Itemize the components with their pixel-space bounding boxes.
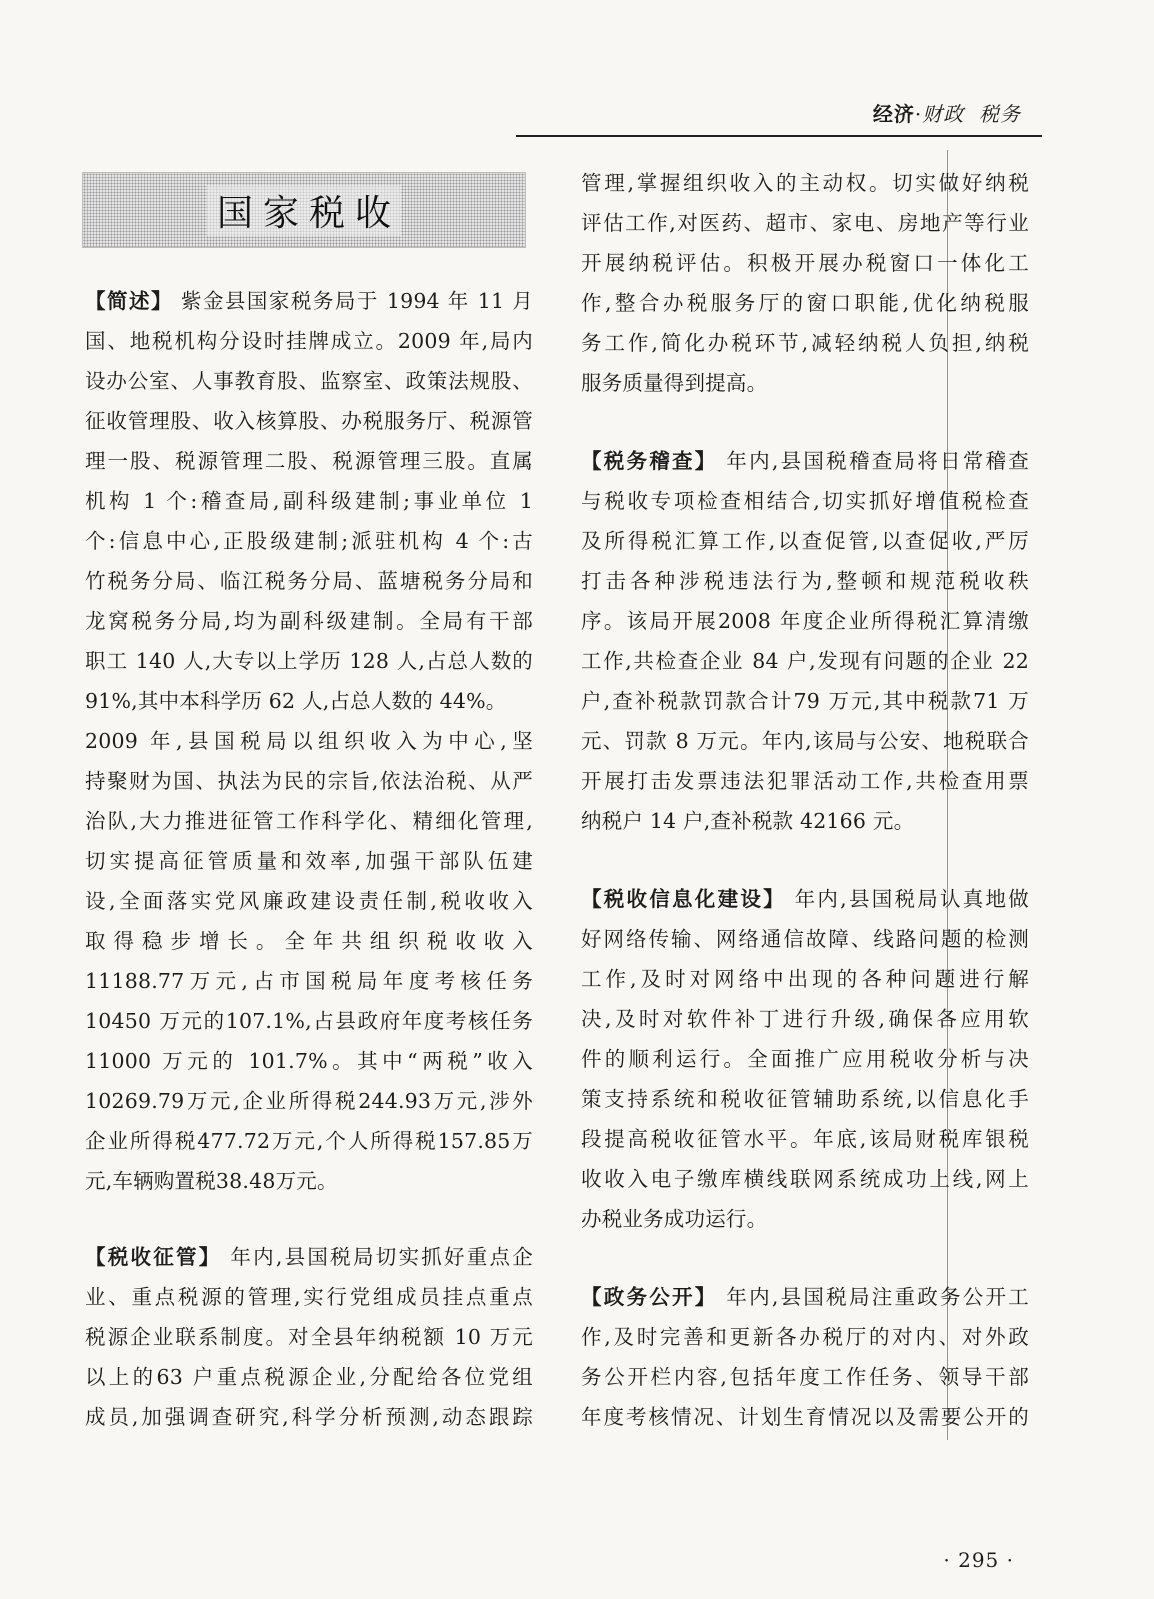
line-text: 序。该局开展2008 年度企业所得税汇算清缴 bbox=[581, 609, 1029, 633]
text-line bbox=[581, 1040, 1029, 1078]
text-line bbox=[85, 1358, 533, 1396]
line-text: 元,车辆购置税38.48万元。 bbox=[85, 1169, 338, 1193]
line-text: 与税收专项检查相结合,切实抓好增值税检查 bbox=[581, 489, 1029, 513]
text-line bbox=[581, 642, 1029, 680]
text-line bbox=[581, 324, 1029, 362]
text-line bbox=[85, 402, 533, 440]
text-line bbox=[581, 762, 1029, 800]
text-line bbox=[581, 522, 1029, 560]
line-text: 机构 1 个:稽查局,副科级建制;事业单位 1 bbox=[85, 489, 533, 513]
text-line bbox=[581, 1200, 1029, 1238]
line-text: 2009 年,县国税局以组织收入为中心,坚 bbox=[85, 729, 533, 753]
line-text: 开展纳税评估。积极开展办税窗口一体化工 bbox=[581, 251, 1029, 275]
header-dot: · bbox=[914, 102, 923, 126]
text-line bbox=[85, 1042, 533, 1080]
line-text: 紫金县国家税务局于 1994 年 11 月 bbox=[172, 289, 533, 313]
line-text: 税源企业联系制度。对全县年纳税额 10 万元 bbox=[85, 1325, 533, 1349]
line-text: 年内,县国税局注重政务公开工 bbox=[717, 1285, 1029, 1309]
line-text: 务工作,简化办税环节,减轻纳税人负担,纳税 bbox=[581, 331, 1029, 355]
line-text: 设,全面落实党风廉政建设责任制,税收收入 bbox=[85, 889, 533, 913]
line-text: 职工 140 人,大专以上学历 128 人,占总人数的 bbox=[85, 649, 533, 673]
line-text: 10269.79万元,企业所得税244.93万元,涉外 bbox=[85, 1089, 533, 1113]
text-line bbox=[85, 882, 533, 920]
paragraph-heading: 【税务稽查】 bbox=[581, 449, 718, 473]
line-text: 竹税务分局、临江税务分局、蓝塘税务分局和 bbox=[85, 569, 533, 593]
text-line bbox=[581, 602, 1029, 640]
text-line bbox=[85, 842, 533, 880]
text-line bbox=[581, 722, 1029, 760]
line-text: 91%,其中本科学历 62 人,占总人数的 44%。 bbox=[85, 689, 507, 713]
text-line bbox=[85, 1162, 533, 1200]
line-text: 国、地税机构分设时挂牌成立。2009 年,局内 bbox=[85, 329, 533, 353]
line-text: 工作,共检查企业 84 户,发现有问题的企业 22 bbox=[581, 649, 1029, 673]
text-line bbox=[85, 442, 533, 480]
line-text: 开展打击发票违法犯罪活动工作,共检查用票 bbox=[581, 769, 1029, 793]
line-text: 件的顺利运行。全面推广应用税收分析与决 bbox=[581, 1047, 1029, 1071]
line-text: 年度考核情况、计划生育情况以及需要公开的 bbox=[581, 1405, 1029, 1429]
text-line bbox=[581, 562, 1029, 600]
running-header bbox=[873, 98, 1021, 127]
text-line bbox=[581, 1080, 1029, 1118]
line-text: 成员,加强调查研究,科学分析预测,动态跟踪 bbox=[85, 1405, 533, 1429]
line-text: 征收管理股、收入核算股、办税服务厅、税源管 bbox=[85, 409, 533, 433]
text-line bbox=[85, 282, 533, 320]
text-line bbox=[581, 1318, 1029, 1356]
page-number: · 295 · bbox=[943, 1548, 1014, 1572]
line-text: 设办公室、人事教育股、监察室、政策法规股、 bbox=[85, 369, 533, 393]
text-line bbox=[85, 1398, 533, 1436]
header-rule bbox=[516, 135, 1042, 137]
text-line bbox=[581, 482, 1029, 520]
line-text: 切实提高征管质量和效率,加强干部队伍建 bbox=[85, 849, 533, 873]
line-text: 元、罚款 8 万元。年内,该局与公安、地税联合 bbox=[581, 729, 1029, 753]
text-line bbox=[85, 762, 533, 800]
text-line bbox=[581, 1398, 1029, 1436]
text-line bbox=[85, 802, 533, 840]
line-text: 段提高税收征管水平。年底,该局财税库银税 bbox=[581, 1127, 1029, 1151]
text-line bbox=[85, 562, 533, 600]
line-text: 管理,掌握组织收入的主动权。切实做好纳税 bbox=[581, 171, 1029, 195]
line-text: 策支持系统和税收征管辅助系统,以信息化手 bbox=[581, 1087, 1029, 1111]
text-line bbox=[85, 722, 533, 760]
text-line bbox=[85, 922, 533, 960]
paragraph-heading: 【税收征管】 bbox=[85, 1245, 222, 1269]
line-text: 打击各种涉税违法行为,整顿和规范税收秩 bbox=[581, 569, 1029, 593]
line-text: 工作,及时对网络中出现的各种问题进行解 bbox=[581, 967, 1029, 991]
text-line bbox=[581, 960, 1029, 998]
text-line bbox=[85, 602, 533, 640]
section-title: 国家税收 bbox=[207, 185, 401, 236]
line-text: 纳税户 14 户,查补税款 42166 元。 bbox=[581, 809, 915, 833]
section-title-box bbox=[82, 172, 526, 248]
text-line bbox=[85, 522, 533, 560]
text-line bbox=[581, 364, 1029, 402]
header-sub2: 税务 bbox=[979, 102, 1021, 126]
paragraph-heading: 【政务公开】 bbox=[581, 1285, 718, 1309]
text-line bbox=[581, 244, 1029, 282]
line-text: 服务质量得到提高。 bbox=[581, 371, 768, 395]
line-text: 治队,大力推进征管工作科学化、精细化管理, bbox=[85, 809, 533, 833]
line-text: 11000 万元的 101.7%。其中“两税”收入 bbox=[85, 1049, 533, 1073]
line-text: 收收入电子缴库横线联网系统成功上线,网上 bbox=[581, 1167, 1029, 1191]
line-text: 办税业务成功运行。 bbox=[581, 1207, 768, 1231]
line-text: 业、重点税源的管理,实行党组成员挂点重点 bbox=[85, 1285, 533, 1309]
line-text: 评估工作,对医药、超市、家电、房地产等行业 bbox=[581, 211, 1029, 235]
paragraph-heading: 【简述】 bbox=[85, 289, 173, 313]
paragraph-heading: 【税收信息化建设】 bbox=[581, 887, 786, 911]
text-line bbox=[581, 204, 1029, 242]
text-line bbox=[85, 1122, 533, 1160]
line-text: 决,及时对软件补丁进行升级,确保各应用软 bbox=[581, 1007, 1029, 1031]
text-line bbox=[581, 1000, 1029, 1038]
text-line bbox=[85, 362, 533, 400]
text-line bbox=[85, 322, 533, 360]
header-section: 经济 bbox=[872, 102, 915, 126]
text-line bbox=[581, 442, 1029, 480]
text-line bbox=[581, 164, 1029, 202]
text-line bbox=[85, 1002, 533, 1040]
line-text: 理一股、税源管理二股、税源管理三股。直属 bbox=[85, 449, 533, 473]
line-text: 11188.77万元,占市国税局年度考核任务 bbox=[85, 969, 533, 993]
text-line bbox=[581, 682, 1029, 720]
text-line bbox=[581, 880, 1029, 918]
line-text: 龙窝税务分局,均为副科级建制。全局有干部 bbox=[85, 609, 533, 633]
text-line bbox=[581, 1120, 1029, 1158]
text-line bbox=[581, 1358, 1029, 1396]
text-line bbox=[581, 920, 1029, 958]
text-line bbox=[85, 682, 533, 720]
line-text: 年内,县国税局切实抓好重点企 bbox=[221, 1245, 533, 1269]
line-text: 10450 万元的107.1%,占县政府年度考核任务 bbox=[85, 1009, 533, 1033]
line-text: 作,及时完善和更新各办税厅的对内、对外政 bbox=[581, 1325, 1029, 1349]
text-line bbox=[85, 1082, 533, 1120]
text-line bbox=[85, 962, 533, 1000]
line-text: 务公开栏内容,包括年度工作任务、领导干部 bbox=[581, 1365, 1029, 1389]
header-sub1: 财政 bbox=[922, 102, 965, 126]
line-text: 个:信息中心,正股级建制;派驻机构 4 个:古 bbox=[85, 529, 533, 553]
text-line bbox=[581, 284, 1029, 322]
line-text: 户,查补税款罚款合计79 万元,其中税款71 万 bbox=[581, 689, 1029, 713]
text-line bbox=[85, 1318, 533, 1356]
text-line bbox=[85, 1278, 533, 1316]
line-text: 好网络传输、网络通信故障、线路问题的检测 bbox=[581, 927, 1029, 951]
text-line bbox=[581, 802, 1029, 840]
text-line bbox=[85, 642, 533, 680]
text-line bbox=[85, 482, 533, 520]
line-text: 持聚财为国、执法为民的宗旨,依法治税、从严 bbox=[85, 769, 533, 793]
text-line bbox=[85, 1238, 533, 1276]
text-line bbox=[581, 1160, 1029, 1198]
text-line bbox=[581, 1278, 1029, 1316]
line-text: 以上的63 户重点税源企业,分配给各位党组 bbox=[85, 1365, 533, 1389]
line-text: 年内,县国税稽查局将日常稽查 bbox=[717, 449, 1029, 473]
line-text: 取得稳步增长。全年共组织税收收入 bbox=[85, 929, 533, 953]
line-text: 企业所得税477.72万元,个人所得税157.85万 bbox=[85, 1129, 533, 1153]
line-text: 及所得税汇算工作,以查促管,以查促收,严厉 bbox=[581, 529, 1029, 553]
line-text: 年内,县国税局认真地做 bbox=[785, 887, 1029, 911]
line-text: 作,整合办税服务厅的窗口职能,优化纳税服 bbox=[581, 291, 1029, 315]
